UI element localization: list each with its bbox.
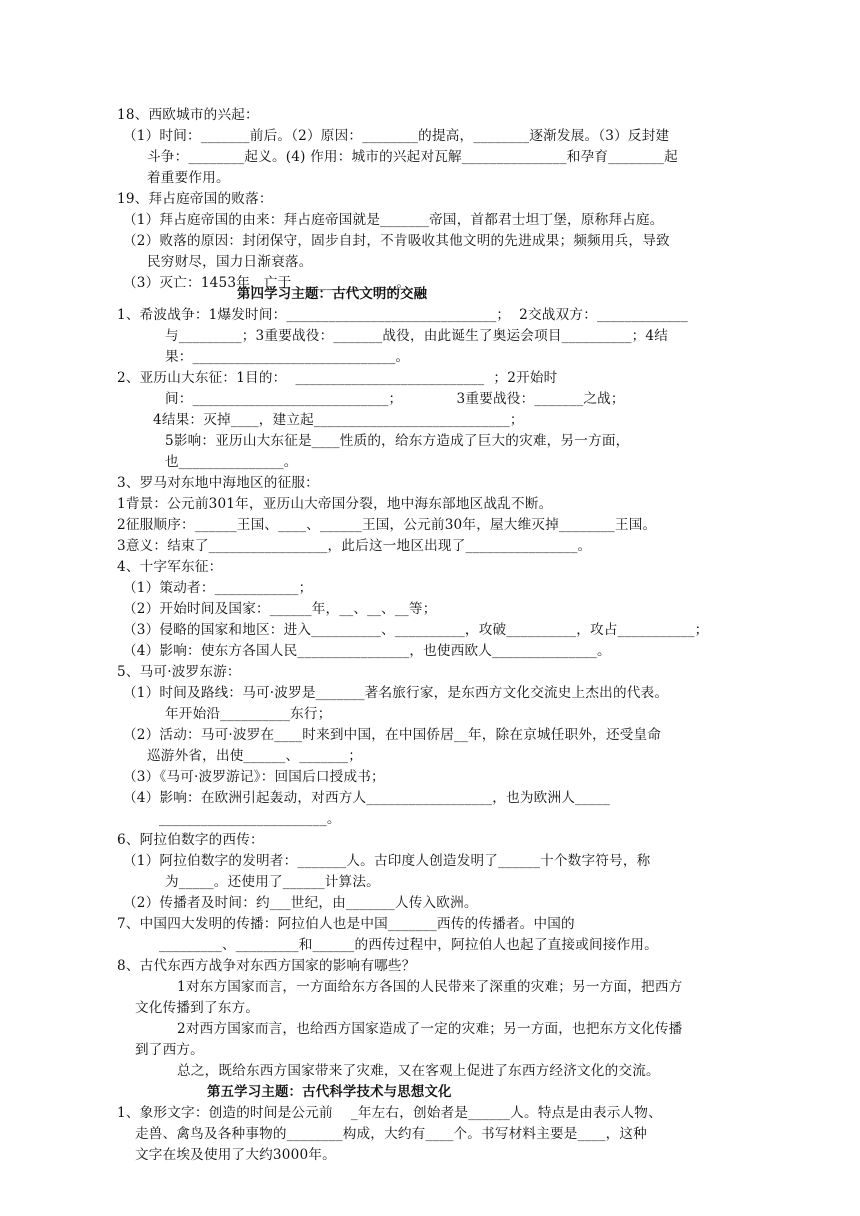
text-line: 5影响：亚历山大东征是____性质的，给东方造成了巨大的灾难，另一方面， bbox=[165, 433, 630, 449]
text-line: 2、亚历山大东征：1目的： ___________________________ ；2开始时 bbox=[117, 370, 558, 386]
text-line: 3意义：结束了_________________，此后这一地区出现了________________。 bbox=[117, 538, 592, 554]
text-line: 6、阿拉伯数字的西传： bbox=[117, 832, 264, 848]
text-line: 7、中国四大发明的传播：阿拉伯人也是中国_______西传的传播者。中国的 bbox=[117, 916, 575, 932]
text-line: 与_________；3重要战役：_______战役，由此诞生了奥运会项目__________；4结 bbox=[165, 328, 669, 344]
text-line: 1、希波战争：1爆发时间：______________________________； 2交战双方：_____________ bbox=[117, 307, 688, 323]
text-line: 5、马可·波罗东游： bbox=[117, 664, 241, 680]
text-line: 2征服顺序：______王国、____、______王国，公元前30年，屋大维灭掉________王国。 bbox=[117, 517, 657, 533]
text-line: 果：_____________________________。 bbox=[165, 349, 410, 365]
text-line: 年开始沿__________东行； bbox=[165, 706, 332, 722]
section-heading: 第四学习主题：古代文明的交融 bbox=[237, 287, 428, 302]
text-line: 2对西方国家而言，也给西方国家造成了一定的灾难；另一方面，也把东方文化传播 bbox=[177, 1021, 683, 1037]
text-line: （2）败落的原因：封闭保守，固步自封，不肯吸收其他文明的先进成果；频频用兵，导致 bbox=[123, 233, 670, 249]
text-line: 斗争：________起义。(4) 作用：城市的兴起对瓦解_______________和孕育________起 bbox=[147, 149, 678, 165]
text-line: （1）策动者：____________； bbox=[123, 580, 313, 596]
text-line: （1）拜占庭帝国的由来：拜占庭帝国就是_______帝国，首都君士坦丁堡，原称拜占庭。 bbox=[123, 212, 664, 228]
text-line: （4）影响：在欧洲引起轰动，对西方人__________________，也为欧洲人_____ bbox=[123, 790, 611, 806]
text-line: 4、十字军东征： bbox=[117, 559, 223, 575]
text-line: _________、_________和______的西传过程中，阿拉伯人也起了直接或间接作用。 bbox=[159, 937, 658, 953]
text-line: （4）影响：使东方各国人民________________，也使西欧人_______________。 bbox=[123, 643, 611, 659]
text-line: 总之，既给东西方国家带来了灾难，又在客观上促进了东西方经济文化的交流。 bbox=[177, 1063, 660, 1079]
text-line: 18、西欧城市的兴起： bbox=[117, 107, 259, 123]
text-line: 8、古代东西方战争对东西方国家的影响有哪些？ bbox=[117, 958, 416, 974]
text-line: （3）《马可·波罗游记》：回国后口授成书； bbox=[123, 769, 385, 785]
text-line: ________________________。 bbox=[159, 811, 341, 827]
text-line: 1对东方国家而言，一方面给东方各国的人民带来了深重的灾难；另一方面，把西方 bbox=[177, 979, 683, 995]
text-line: 巡游外省，出使______、_______； bbox=[147, 748, 363, 764]
text-line: 走兽、禽鸟及各种事物的________构成，大约有____个。书写材料主要是____，这种 bbox=[135, 1126, 647, 1142]
text-line: （1）时间及路线：马可·波罗是_______著名旅行家，是东西方文化交流史上杰出的代表。 bbox=[123, 685, 669, 701]
text-line: （2）传播者及时间：约___世纪，由_______人传入欧洲。 bbox=[123, 895, 478, 911]
text-line: 也_______________。 bbox=[165, 454, 298, 470]
text-line: 19、拜占庭帝国的败落： bbox=[117, 191, 273, 207]
section-heading: 第五学习主题：古代科学技术与思想文化 bbox=[207, 1085, 452, 1100]
text-line: 到了西方。 bbox=[135, 1042, 204, 1058]
text-line: 1、象形文字：创造的时间是公元前 _年左右，创始者是______人。特点是由表示人物、 bbox=[117, 1105, 662, 1121]
text-line: （2）活动：马可·波罗在____时来到中国，在中国侨居__年，除在京城任职外，还受皇命 bbox=[123, 727, 662, 743]
text-line: 3、罗马对东地中海地区的征服： bbox=[117, 475, 319, 491]
text-line: 间：____________________________； 3重要战役：_______之战； bbox=[165, 391, 625, 407]
text-line: 1背景：公元前301年，亚历山大帝国分裂，地中海东部地区战乱不断。 bbox=[117, 496, 553, 512]
text-line: 着重要作用。 bbox=[147, 170, 230, 186]
text-line: （1）阿拉伯数字的发明者：_______人。古印度人创造发明了______十个数字符号，称 bbox=[123, 853, 651, 869]
text-line: 为_____。还使用了______计算法。 bbox=[165, 874, 380, 890]
text-line: （1）时间：_______前后。（2）原因：________的提高，________逐渐发展。（3）反封建 bbox=[123, 128, 670, 144]
text-line: （3）侵略的国家和地区：进入__________、__________，攻破__________，攻占___________； bbox=[123, 622, 709, 638]
text-line: （2）开始时间及国家：______年，__、__、__等； bbox=[123, 601, 437, 617]
text-line: （3）灭亡：1453年，亡于_______________。 bbox=[123, 275, 411, 291]
text-line: 文字在埃及使用了大约3000年。 bbox=[135, 1147, 336, 1163]
text-line: 4结果：灭掉____，建立起____________________________； bbox=[153, 412, 524, 428]
text-line: 民穷财尽，国力日渐衰落。 bbox=[147, 254, 313, 270]
text-line: 文化传播到了东方。 bbox=[135, 1000, 260, 1016]
